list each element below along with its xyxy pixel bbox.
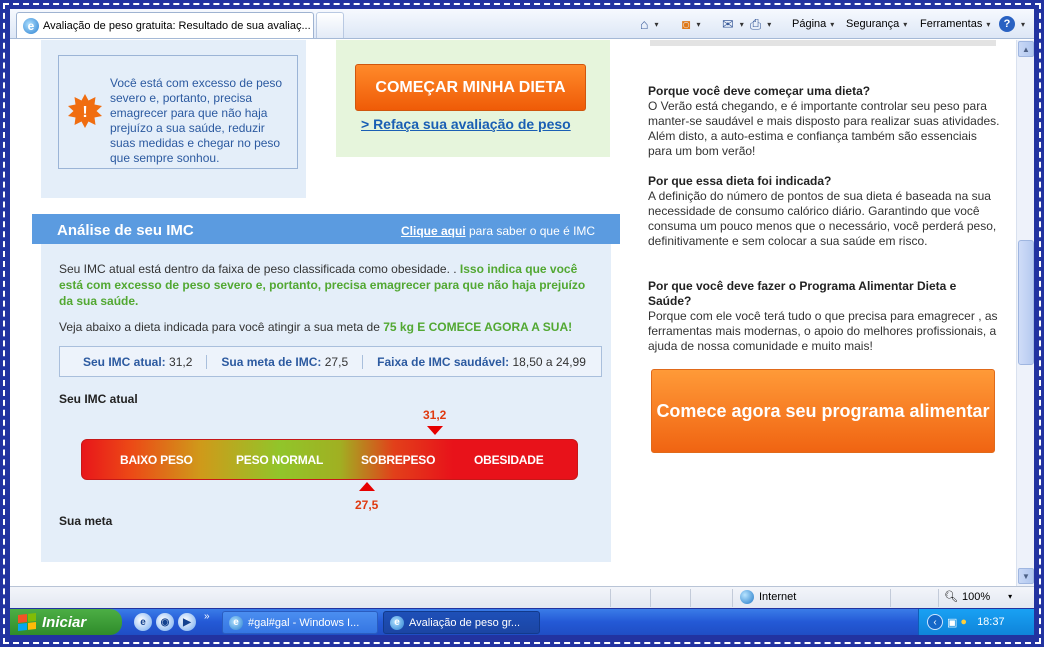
mail-icon: ✉ — [722, 15, 734, 32]
imc-help-link[interactable]: Clique aqui — [401, 224, 466, 238]
chevron-down-icon: ▾ — [986, 19, 991, 29]
chevron-right-icon[interactable]: » — [204, 611, 210, 622]
tab-title: Avaliação de peso gratuita: Resultado de sua avaliaç... — [43, 19, 311, 32]
current-marker-icon — [427, 426, 443, 435]
start-program-button[interactable]: Comece agora seu programa alimentar — [651, 369, 995, 453]
scroll-up-icon[interactable]: ▲ — [1018, 41, 1034, 57]
faq-item — [648, 279, 1000, 354]
security-zone[interactable] — [740, 590, 796, 604]
network-icon[interactable]: ▣ — [947, 616, 958, 629]
band-normal: PESO NORMAL — [236, 453, 324, 467]
imc-scale-bar — [81, 439, 578, 480]
messenger-icon[interactable]: ● — [960, 616, 968, 628]
taskbar-window-1-label: #gal#gal - Windows I... — [248, 616, 360, 629]
status-divider — [690, 589, 691, 607]
zoom-label: 100% — [961, 590, 991, 603]
page-menu[interactable] — [792, 13, 834, 35]
taskbar — [10, 609, 1034, 635]
chevron-down-icon: ▾ — [1021, 19, 1026, 29]
start-diet-button[interactable]: COMEÇAR MINHA DIETA — [355, 64, 586, 111]
scroll-thumb[interactable] — [1018, 240, 1034, 365]
print-button[interactable] — [750, 13, 771, 35]
imc-p2-normal: Veja abaixo a dieta indicada para você atingir a sua meta de — [59, 320, 384, 334]
svg-text:!: ! — [82, 104, 88, 121]
imc-help — [401, 224, 595, 238]
alert-burst-icon — [68, 94, 102, 128]
scroll-down-icon[interactable]: ▼ — [1018, 568, 1034, 584]
imc-stats — [59, 346, 602, 377]
stat-healthy — [363, 355, 600, 369]
goal-imc-label: Sua meta — [59, 514, 113, 528]
imc-p1-normal: Seu IMC atual está dentro da faixa de peso classificada como obesidade. . — [59, 262, 460, 276]
vertical-scrollbar[interactable] — [1016, 40, 1034, 586]
home-button[interactable] — [640, 13, 658, 35]
start-button[interactable] — [10, 609, 122, 635]
security-menu[interactable] — [846, 13, 907, 35]
faq-question: Por que você deve fazer o Programa Alimentar Dieta e Saúde? — [648, 279, 957, 308]
clock[interactable]: 18:37 — [977, 616, 1005, 628]
faq-answer: Porque com ele você terá tudo o que precisa para emagrecer , as ferramentas mais modernas, o apoio do melhores profissionais, a ajuda de nossa comunidade e muito mais! — [648, 309, 998, 353]
current-imc-label: Seu IMC atual — [59, 392, 138, 406]
tools-menu[interactable] — [920, 13, 990, 35]
status-divider — [890, 589, 891, 607]
start-label: Iniciar — [42, 613, 87, 631]
current-imc-value: 31,2 — [423, 408, 447, 422]
taskbar-window-2[interactable] — [383, 611, 540, 634]
goal-marker-icon — [359, 482, 375, 491]
imc-title: Análise de seu IMC — [57, 222, 194, 239]
chevron-down-icon: ▾ — [767, 19, 772, 29]
chevron-down-icon: ▾ — [830, 19, 835, 29]
stat-goal-label: Sua meta de IMC: — [221, 354, 322, 369]
zoom-control[interactable] — [944, 590, 1012, 603]
stat-current-value: 31,2 — [165, 354, 193, 369]
chevron-down-icon: ▾ — [739, 19, 744, 29]
faq-question: Porque você deve começar uma dieta? — [648, 84, 871, 98]
chevron-down-icon: ▾ — [1008, 592, 1013, 601]
stat-goal — [207, 355, 363, 369]
feeds-button[interactable] — [682, 13, 700, 35]
mail-button[interactable] — [722, 13, 744, 35]
tab-active[interactable] — [16, 12, 314, 38]
new-tab-button[interactable] — [316, 12, 344, 38]
ie-quicklaunch-icon[interactable]: e — [134, 613, 152, 631]
chevron-down-icon: ▾ — [696, 19, 701, 29]
printer-icon: ⎙ — [750, 15, 762, 32]
faq-answer: O Verão está chegando, e é importante controlar seu peso para manter-se saudável e mais disposto para realizar suas atividades. Além disto, a auto-estima e confiança também são essenciais para um bom verão! — [648, 99, 1000, 158]
chevron-left-icon[interactable]: ‹ — [927, 614, 943, 630]
right-divider — [650, 40, 996, 46]
faq-item — [648, 84, 1000, 159]
ie-icon: e — [229, 616, 243, 630]
taskbar-window-2-label: Avaliação de peso gr... — [409, 616, 521, 629]
status-bar — [10, 586, 1034, 608]
taskbar-window-1[interactable] — [222, 611, 378, 634]
status-divider — [610, 589, 611, 607]
globe-icon — [740, 590, 754, 604]
system-tray — [918, 609, 1034, 635]
zoom-icon: 🔍︎ — [944, 591, 958, 603]
status-divider — [732, 589, 733, 607]
redo-evaluation-link[interactable]: > Refaça sua avaliação de peso — [361, 116, 571, 132]
stat-current — [60, 355, 207, 369]
browser-window — [10, 9, 1034, 608]
warning-text: Você está com excesso de peso severo e, portanto, precisa emagrecer para que não haja prejuízo a sua saúde, reduzir suas medidas e chegar no peso que sempre sonhou. — [110, 76, 283, 165]
goal-imc-value: 27,5 — [355, 498, 379, 512]
imc-paragraph-1 — [59, 261, 599, 309]
page-menu-label: Página — [792, 18, 827, 30]
chrome-quicklaunch-icon[interactable]: ◉ — [156, 613, 174, 631]
faq-question: Por que essa dieta foi indicada? — [648, 174, 832, 188]
stat-healthy-value: 18,50 a 24,99 — [509, 354, 586, 369]
windows-logo-icon — [18, 613, 36, 631]
stat-current-label: Seu IMC atual: — [83, 354, 166, 369]
band-obese: OBESIDADE — [474, 453, 544, 467]
status-divider — [650, 589, 651, 607]
security-menu-label: Segurança — [846, 18, 900, 30]
imc-p1-highlight: Isso indica que você está com excesso de peso severo e, portanto, precisa emagrecer para que não haja prejuízo da sua saúde. — [59, 262, 586, 308]
stat-healthy-label: Faixa de IMC saudável: — [377, 354, 510, 369]
stat-goal-value: 27,5 — [321, 354, 349, 369]
page-content — [10, 40, 1016, 586]
ie-icon: e — [23, 18, 39, 34]
faq-answer: A definição do número de pontos de sua dieta é baseada na sua necessidade de consumo calórico diário. Garantindo que você consuma um pouco menos que o necessário, você perderá peso, definitivamente e sem colocar a sua saúde em risco. — [648, 189, 997, 248]
chevron-down-icon: ▾ — [654, 19, 659, 29]
rss-icon: ◙ — [682, 16, 691, 32]
media-quicklaunch-icon[interactable]: ▶ — [178, 613, 196, 631]
imc-paragraph-2 — [59, 320, 572, 334]
chevron-down-icon: ▾ — [903, 19, 908, 29]
tools-menu-label: Ferramentas — [920, 18, 983, 30]
zone-label: Internet — [759, 591, 797, 603]
help-menu[interactable] — [999, 13, 1025, 35]
tab-bar — [10, 9, 1034, 39]
faq-item — [648, 174, 1000, 249]
imc-p2-highlight: 75 kg E COMECE AGORA A SUA! — [383, 320, 573, 334]
status-divider — [938, 589, 939, 607]
ie-icon: e — [390, 616, 404, 630]
band-low: BAIXO PESO — [120, 453, 193, 467]
home-icon: ⌂ — [640, 16, 649, 32]
help-icon: ? — [999, 16, 1015, 32]
imc-help-suffix: para saber o que é IMC — [465, 224, 596, 238]
band-overweight: SOBREPESO — [361, 453, 436, 467]
